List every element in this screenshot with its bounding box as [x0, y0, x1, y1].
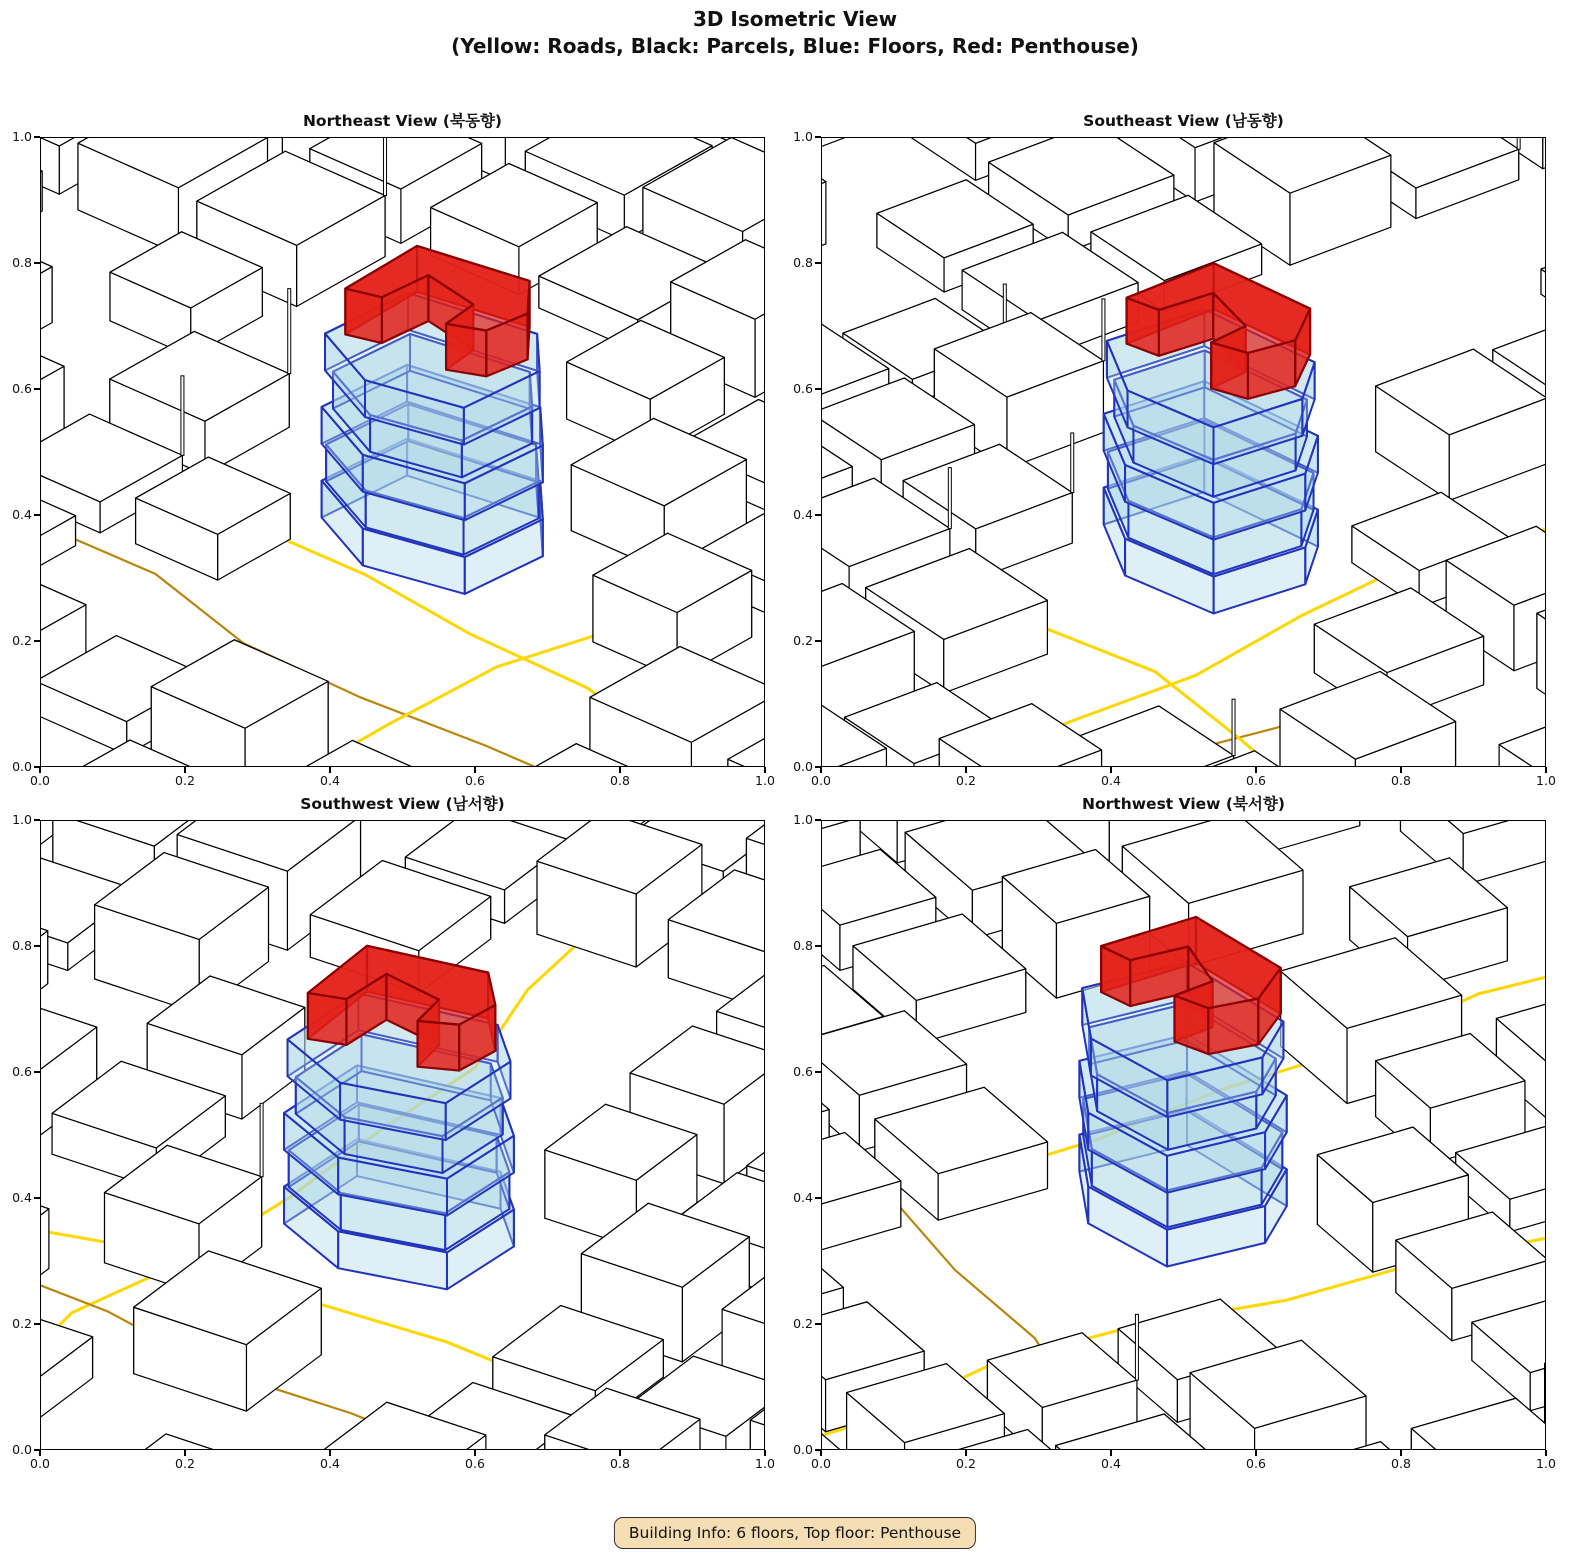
x-tick-mark [1255, 767, 1256, 773]
y-tick-mark [815, 945, 821, 946]
isometric-canvas-northeast [41, 138, 764, 766]
x-tick-label: 0.2 [175, 1456, 195, 1471]
x-tick-label: 0.2 [956, 773, 976, 788]
y-tick-mark [34, 1197, 40, 1198]
y-tick-label: 0.4 [12, 1190, 32, 1205]
isometric-canvas-southwest [41, 821, 764, 1449]
x-tick-mark [184, 767, 185, 773]
y-tick-label: 0.6 [12, 381, 32, 396]
x-tick-label: 0.4 [1101, 773, 1121, 788]
x-tick-label: 0.8 [1391, 773, 1411, 788]
y-tick-mark [815, 640, 821, 641]
y-tick-label: 0.6 [793, 381, 813, 396]
y-tick-mark [34, 640, 40, 641]
subplot-northwest [793, 795, 1556, 1471]
y-tick-mark [34, 136, 40, 137]
y-tick-label: 0.8 [12, 255, 32, 270]
x-tick-label: 0.6 [1246, 773, 1266, 788]
y-tick-label: 0.2 [12, 633, 32, 648]
x-tick-label: 1.0 [755, 1456, 775, 1471]
x-tick-label: 0.0 [30, 773, 50, 788]
y-tick-mark [815, 514, 821, 515]
x-tick-mark [820, 767, 821, 773]
y-tick-label: 1.0 [793, 812, 813, 827]
y-tick-mark [815, 262, 821, 263]
x-tick-mark [764, 1450, 765, 1456]
x-tick-mark [1545, 767, 1546, 773]
x-tick-label: 0.4 [320, 773, 340, 788]
x-tick-mark [965, 767, 966, 773]
y-tick-label: 0.6 [793, 1064, 813, 1079]
y-tick-mark [34, 1071, 40, 1072]
y-tick-label: 0.2 [12, 1316, 32, 1331]
isometric-canvas-northwest [822, 821, 1545, 1449]
x-tick-label: 0.0 [811, 773, 831, 788]
x-tick-label: 1.0 [755, 773, 775, 788]
x-tick-label: 0.0 [811, 1456, 831, 1471]
x-tick-label: 0.8 [1391, 1456, 1411, 1471]
x-tick-mark [1545, 1450, 1546, 1456]
x-tick-label: 1.0 [1536, 1456, 1556, 1471]
x-tick-mark [329, 767, 330, 773]
x-tick-mark [820, 1450, 821, 1456]
subplot-title-northeast: Northeast View (북동향) [302, 112, 503, 130]
plot-area-southeast [821, 137, 1546, 767]
x-tick-mark [474, 1450, 475, 1456]
x-tick-mark [474, 767, 475, 773]
x-tick-mark [619, 1450, 620, 1456]
y-tick-label: 1.0 [12, 812, 32, 827]
y-tick-mark [34, 1323, 40, 1324]
x-tick-mark [764, 767, 765, 773]
y-tick-label: 0.2 [793, 1316, 813, 1331]
y-tick-label: 0.8 [793, 938, 813, 953]
y-tick-label: 0.6 [12, 1064, 32, 1079]
plot-area-northeast [40, 137, 765, 767]
x-tick-label: 0.6 [465, 1456, 485, 1471]
x-tick-label: 0.8 [610, 1456, 630, 1471]
y-tick-label: 0.0 [793, 759, 813, 774]
x-tick-label: 0.0 [30, 1456, 50, 1471]
figure-title-line2: (Yellow: Roads, Black: Parcels, Blue: Floors, Red: Penthouse) [451, 34, 1139, 58]
x-tick-mark [39, 1450, 40, 1456]
plot-area-southwest [40, 820, 765, 1450]
y-tick-label: 0.8 [12, 938, 32, 953]
y-tick-mark [815, 388, 821, 389]
plot-area-northwest [821, 820, 1546, 1450]
x-tick-label: 0.6 [465, 773, 485, 788]
x-tick-mark [1110, 767, 1111, 773]
x-tick-label: 0.6 [1246, 1456, 1266, 1471]
y-tick-mark [815, 1197, 821, 1198]
subplot-title-southeast: Southeast View (남동향) [1083, 112, 1284, 130]
y-tick-label: 0.8 [793, 255, 813, 270]
x-tick-mark [1400, 767, 1401, 773]
subplot-title-southwest: Southwest View (남서향) [300, 795, 505, 813]
y-tick-mark [815, 136, 821, 137]
subplot-title-northwest: Northwest View (북서향) [1082, 795, 1285, 813]
x-tick-label: 0.8 [610, 773, 630, 788]
x-tick-label: 0.4 [320, 1456, 340, 1471]
y-tick-label: 0.0 [793, 1442, 813, 1457]
y-tick-label: 1.0 [12, 129, 32, 144]
y-tick-mark [34, 514, 40, 515]
y-tick-mark [815, 1323, 821, 1324]
x-tick-label: 0.4 [1101, 1456, 1121, 1471]
subplot-northeast [12, 112, 775, 788]
x-tick-mark [184, 1450, 185, 1456]
x-tick-mark [619, 767, 620, 773]
y-tick-mark [34, 262, 40, 263]
x-tick-mark [1255, 1450, 1256, 1456]
y-tick-mark [815, 819, 821, 820]
y-tick-mark [34, 819, 40, 820]
y-tick-mark [34, 388, 40, 389]
building-info-badge: Building Info: 6 floors, Top floor: Penthouse [614, 1517, 976, 1549]
x-tick-label: 0.2 [956, 1456, 976, 1471]
y-tick-label: 0.0 [12, 759, 32, 774]
isometric-canvas-southeast [822, 138, 1545, 766]
y-tick-mark [34, 945, 40, 946]
x-tick-mark [1110, 1450, 1111, 1456]
y-tick-label: 0.4 [793, 1190, 813, 1205]
x-tick-mark [39, 767, 40, 773]
x-tick-label: 0.2 [175, 773, 195, 788]
x-tick-label: 1.0 [1536, 773, 1556, 788]
y-tick-label: 0.0 [12, 1442, 32, 1457]
subplot-southeast [793, 112, 1556, 788]
x-tick-mark [1400, 1450, 1401, 1456]
figure-title-line1: 3D Isometric View [692, 7, 898, 31]
y-tick-label: 1.0 [793, 129, 813, 144]
subplot-southwest [12, 795, 775, 1471]
x-tick-mark [965, 1450, 966, 1456]
y-tick-label: 0.2 [793, 633, 813, 648]
y-tick-label: 0.4 [12, 507, 32, 522]
x-tick-mark [329, 1450, 330, 1456]
y-tick-mark [815, 1071, 821, 1072]
figure-title [0, 6, 1590, 60]
y-tick-label: 0.4 [793, 507, 813, 522]
